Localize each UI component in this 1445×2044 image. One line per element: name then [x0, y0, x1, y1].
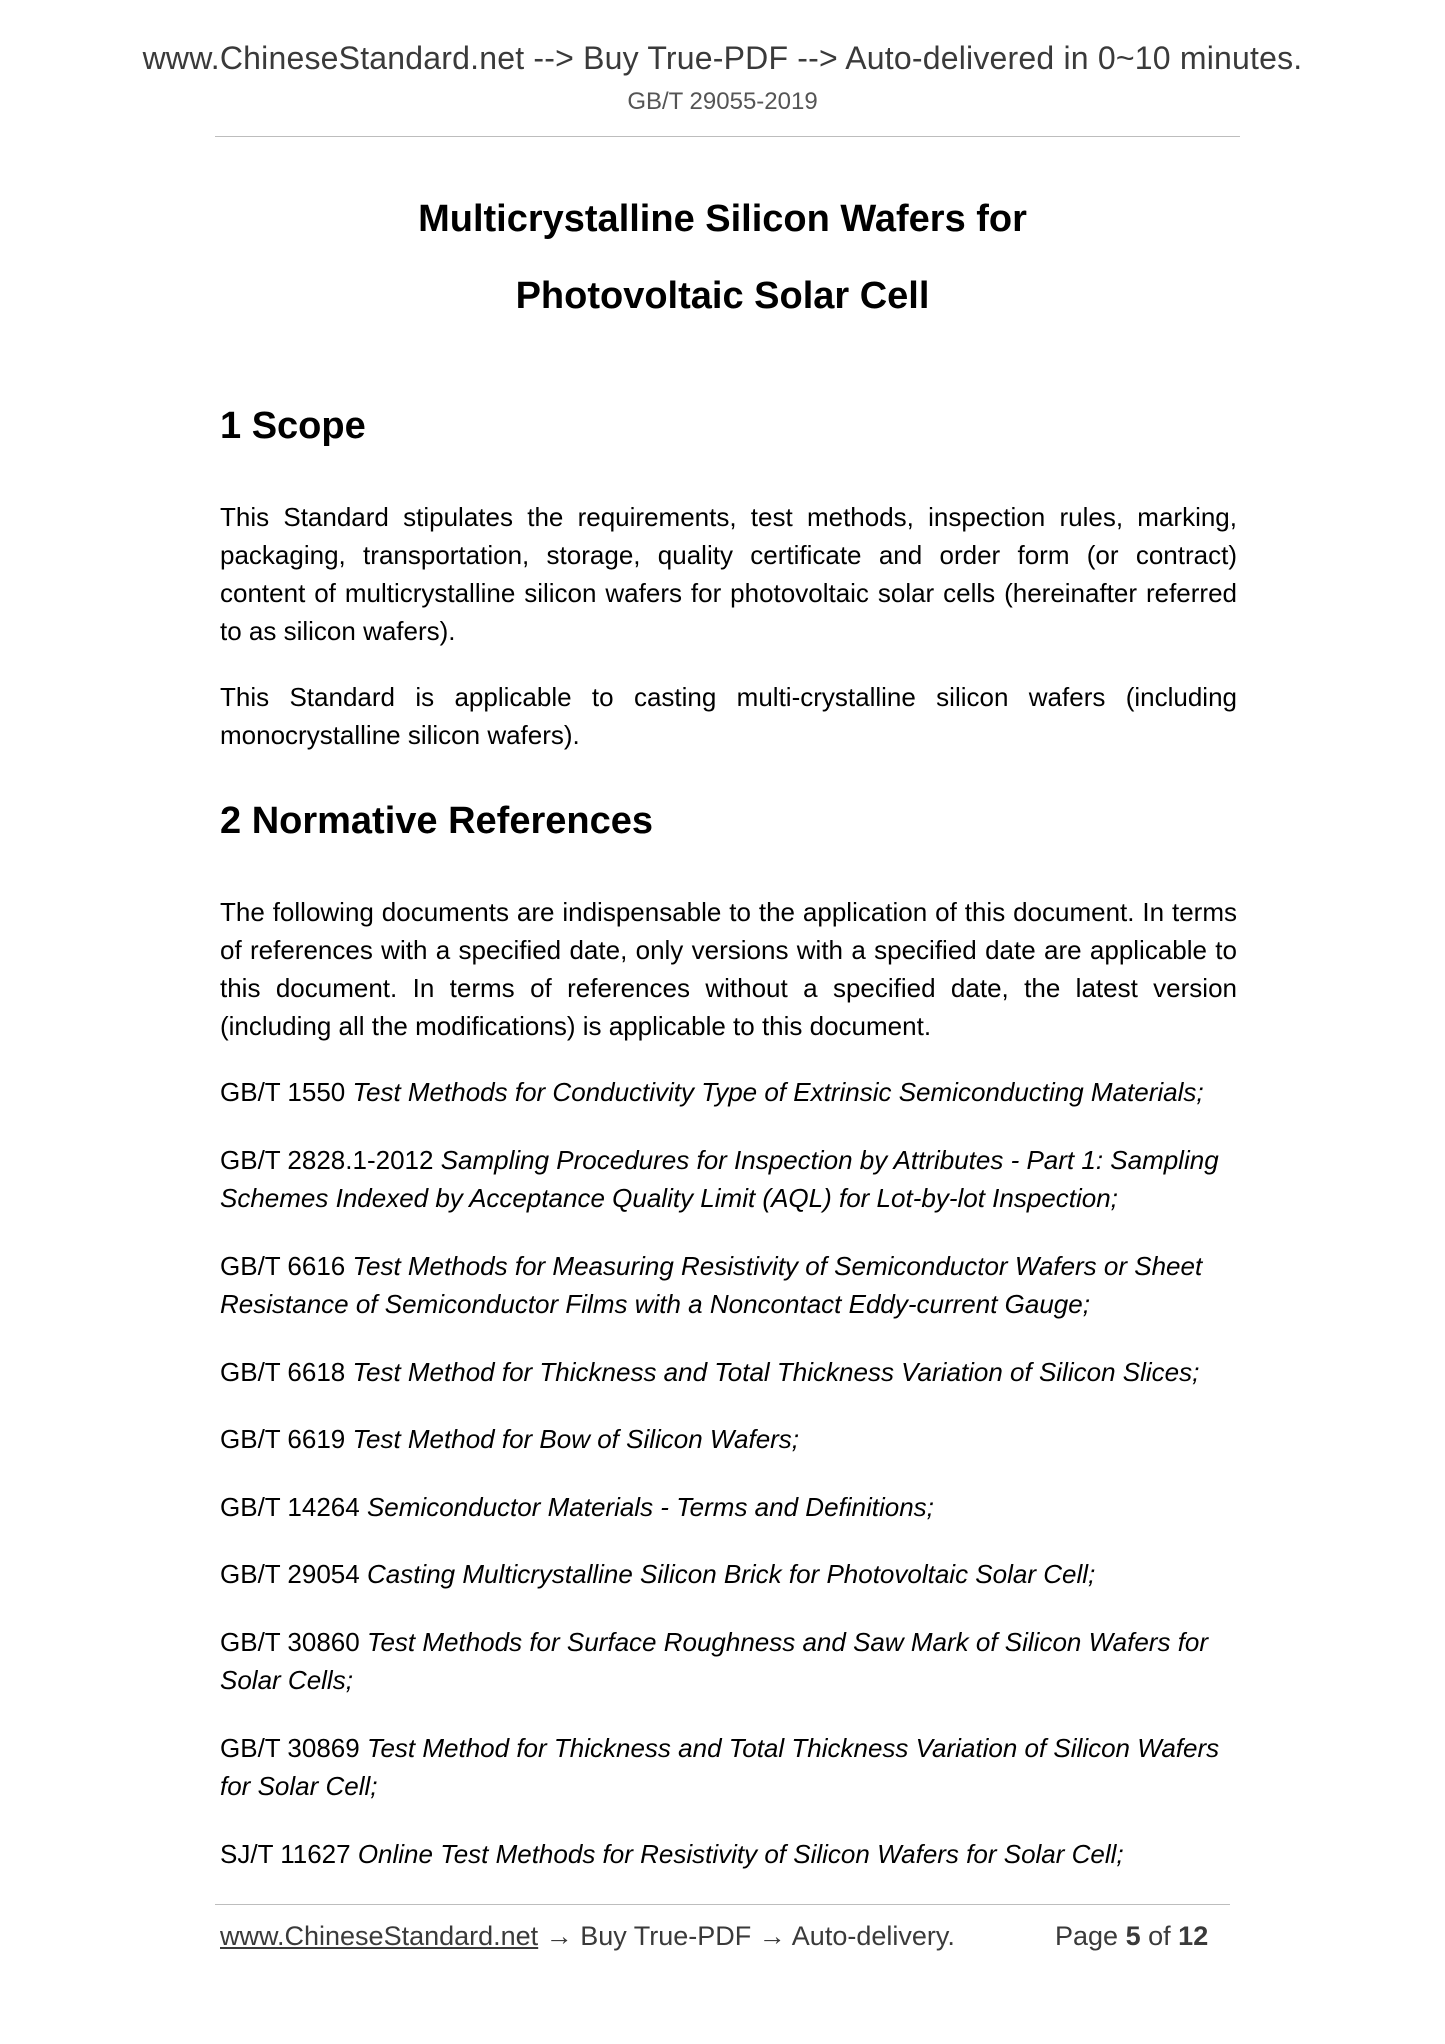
reference-item [220, 1141, 1237, 1217]
footer-site-link[interactable]: www.ChineseStandard.net [220, 1921, 539, 1951]
arrow-right-icon: → [545, 1921, 573, 1951]
reference-code: GB/T 2828.1-2012 [220, 1145, 434, 1175]
reference-title: Semiconductor Materials - Terms and Definitions; [366, 1492, 934, 1522]
reference-code: GB/T 29054 [220, 1559, 360, 1589]
document-title-line2: Photovoltaic Solar Cell [515, 275, 930, 317]
footer-divider [215, 1904, 1230, 1905]
footer-delivery-text: Auto-delivery. [791, 1921, 955, 1951]
section-heading-normative-references: 2 Normative References [220, 800, 653, 842]
reference-item [220, 1835, 1237, 1873]
reference-item [220, 1488, 1237, 1526]
reference-title: Casting Multicrystalline Silicon Brick for Photovoltaic Solar Cell; [366, 1559, 1096, 1589]
footer-left [220, 1921, 955, 1952]
page-of-label: of [1148, 1921, 1171, 1951]
reference-item [220, 1555, 1237, 1593]
reference-title: Test Method for Bow of Silicon Wafers; [352, 1424, 800, 1454]
document-title-line1: Multicrystalline Silicon Wafers for [418, 198, 1027, 240]
reference-title: Test Methods for Surface Roughness and Saw Mark of Silicon Wafers for Solar Cells; [220, 1627, 1209, 1695]
reference-item [220, 1623, 1237, 1699]
reference-code: SJ/T 11627 [220, 1839, 351, 1869]
reference-title: Test Method for Thickness and Total Thickness Variation of Silicon Wafers for Solar Cell; [220, 1733, 1220, 1801]
page-current: 5 [1125, 1921, 1141, 1951]
scope-paragraph-1: This Standard stipulates the requirements, test methods, inspection rules, marking, packaging, transportation, storage, quality certificate and order form (or contract) content of multicrystalline silicon wafers for photovoltaic solar cells (hereinafter referred to as silicon wafers). [220, 502, 1237, 646]
reference-title: Online Test Methods for Resistivity of Silicon Wafers for Solar Cell; [357, 1839, 1124, 1869]
references-intro-paragraph: The following documents are indispensable to the application of this document. In terms of references with a specified date, only versions with a specified date are applicable to this document. In terms of references without a specified date, the latest version (including all the modifications) is applicable to this document. [220, 897, 1237, 1041]
reference-item [220, 1073, 1237, 1111]
reference-code: GB/T 30860 [220, 1627, 360, 1657]
reference-item [220, 1247, 1237, 1323]
reference-code: GB/T 6619 [220, 1424, 346, 1454]
reference-code: GB/T 30869 [220, 1733, 360, 1763]
reference-item [220, 1420, 1237, 1458]
reference-title: Test Methods for Measuring Resistivity of Semiconductor Wafers or Sheet Resistance of Semiconductor Films with a Noncontact Eddy-current Gauge; [220, 1251, 1203, 1319]
standard-code: GB/T 29055-2019 [627, 88, 818, 115]
reference-title: Sampling Procedures for Inspection by Attributes - Part 1: Sampling Schemes Indexed by Acceptance Quality Limit (AQL) for Lot-by-lot Inspection; [220, 1145, 1219, 1213]
top-banner: www.ChineseStandard.net --> Buy True-PDF --> Auto-delivered in 0~10 minutes. [142, 40, 1303, 76]
reference-code: GB/T 14264 [220, 1492, 360, 1522]
header-divider [215, 136, 1240, 137]
reference-code: GB/T 1550 [220, 1077, 346, 1107]
page-indicator [1055, 1921, 1208, 1952]
reference-code: GB/T 6618 [220, 1357, 346, 1387]
footer-buy-text: Buy True-PDF [580, 1921, 752, 1951]
page-total: 12 [1178, 1921, 1209, 1951]
section-heading-scope: 1 Scope [220, 405, 366, 447]
reference-item [220, 1729, 1237, 1805]
arrow-right-icon: → [758, 1921, 786, 1951]
scope-paragraph-2: This Standard is applicable to casting multi-crystalline silicon wafers (including monocrystalline silicon wafers). [220, 682, 1237, 750]
reference-title: Test Methods for Conductivity Type of Extrinsic Semiconducting Materials; [352, 1077, 1204, 1107]
reference-code: GB/T 6616 [220, 1251, 346, 1281]
page-label: Page [1055, 1921, 1119, 1951]
reference-item [220, 1353, 1237, 1391]
reference-title: Test Method for Thickness and Total Thickness Variation of Silicon Slices; [352, 1357, 1200, 1387]
